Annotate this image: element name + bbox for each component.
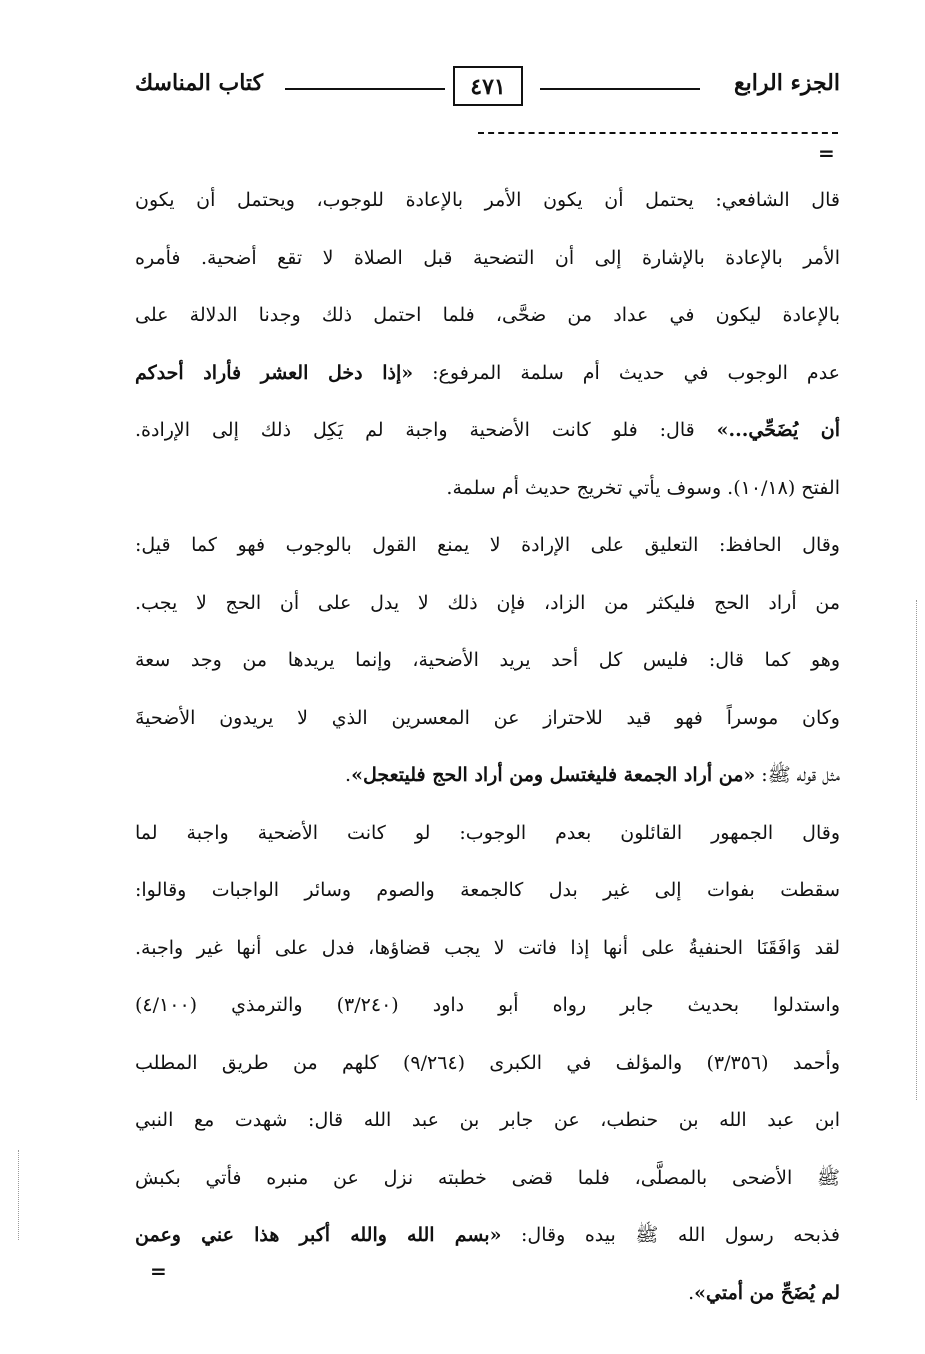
hadith-quote: أن يُضَحِّي...» bbox=[716, 419, 840, 441]
text-segment: فذبحه رسول الله ﷺ بيده وقال: bbox=[501, 1224, 840, 1246]
text-line: ابن عبد الله بن حنطب، عن جابر بن عبد الله قال: شهدت مع النبي bbox=[135, 1109, 840, 1131]
text-line: وهو كما قال: فليس كل أحد يريد الأضحية، وإنما يريدها من وجد سعة bbox=[135, 649, 840, 671]
continuation-mark-top: = bbox=[818, 141, 835, 165]
dashed-separator bbox=[478, 132, 838, 134]
text-line: الفتح (١٠/١٨). وسوف يأتي تخريج حديث أم سلمة. bbox=[446, 476, 840, 499]
part-title: الجزء الرابع bbox=[733, 70, 840, 96]
text-line: لقد وَافَقَنَا الحنفيةُ على أنها إذا فاتت لا يجب قضاؤها، فدل على أنها غير واجبة. bbox=[135, 936, 840, 959]
text-line bbox=[135, 1265, 840, 1323]
text-line: من أراد الحج فليكثر من الزاد، فإن ذلك لا يدل على أن الحج لا يجب. bbox=[135, 591, 840, 614]
text-segment: عدم الوجوب في حديث أم سلمة المرفوع: bbox=[413, 361, 840, 384]
text-line bbox=[135, 345, 840, 403]
hadith-quote: «من أراد الجمعة فليغتسل ومن أراد الحج فليتعجل» bbox=[351, 764, 756, 786]
text-line: الأمر بالإعادة بالإشارة إلى أن التضحية قبل الصلاة لا تقع أضحية. فأمره bbox=[135, 246, 840, 269]
text-line: وقال الجمهور القائلون بعدم الوجوب: لو كانت الأضحية واجبة لما bbox=[135, 821, 840, 844]
body-text bbox=[135, 172, 840, 1322]
text-segment: قال: فلو كانت الأضحية واجبة لم يَكِل ذلك إلى الإرادة. bbox=[135, 419, 717, 441]
continuation-mark-bottom: = bbox=[150, 1259, 167, 1283]
text-line: قال الشافعي: يحتمل أن يكون الأمر بالإعادة للوجوب، ويحتمل أن يكون bbox=[135, 189, 840, 211]
hadith-quote: «بسم الله والله أكبر هذا عني وعمن bbox=[135, 1224, 502, 1246]
text-segment: . bbox=[345, 764, 352, 786]
scan-margin-dots bbox=[916, 600, 917, 1100]
text-line bbox=[135, 1207, 840, 1265]
text-line bbox=[135, 402, 840, 460]
hadith-quote: لم يُضَحِّ من أمتي» bbox=[694, 1281, 840, 1304]
hadith-quote: «إذا دخل العشر فأراد أحدكم bbox=[135, 361, 414, 384]
book-title: كتاب المناسك bbox=[135, 70, 264, 96]
text-line: سقطت بفوات إلى غير بدل كالجمعة والصوم وسائر الواجبات وقالوا: bbox=[135, 879, 840, 901]
text-line: وكان موسراً فهو قيد للاحتراز عن المعسرين الذي لا يريدون الأضحيةَ bbox=[135, 706, 840, 729]
text-segment: مثل قوله ﷺ: bbox=[755, 764, 840, 786]
text-line: واستدلوا بحديث جابر رواه أبو داود (٣/٢٤٠) والترمذي (٤/١٠٠) bbox=[135, 994, 840, 1016]
text-segment: . bbox=[688, 1281, 695, 1304]
header-rule-left bbox=[285, 88, 445, 90]
text-line: وقال الحافظ: التعليق على الإرادة لا يمنع القول بالوجوب فهو كما قيل: bbox=[135, 534, 840, 556]
page-number: ٤٧١ bbox=[453, 66, 523, 106]
header-rule-right bbox=[540, 88, 700, 90]
text-line: ﷺ الأضحى بالمصلَّى، فلما قضى خطبته نزل عن منبره فأتي بكبش bbox=[135, 1166, 840, 1189]
running-header bbox=[135, 66, 840, 110]
scan-margin-dots-left bbox=[18, 1150, 19, 1240]
text-line bbox=[135, 747, 840, 805]
text-line: بالإعادة ليكون في عداد من ضحَّى، فلما احتمل ذلك وجدنا الدلالة على bbox=[135, 304, 840, 326]
text-line: وأحمد (٣/٣٥٦) والمؤلف في الكبرى (٩/٢٦٤) كلهم من طريق المطلب bbox=[135, 1051, 840, 1074]
